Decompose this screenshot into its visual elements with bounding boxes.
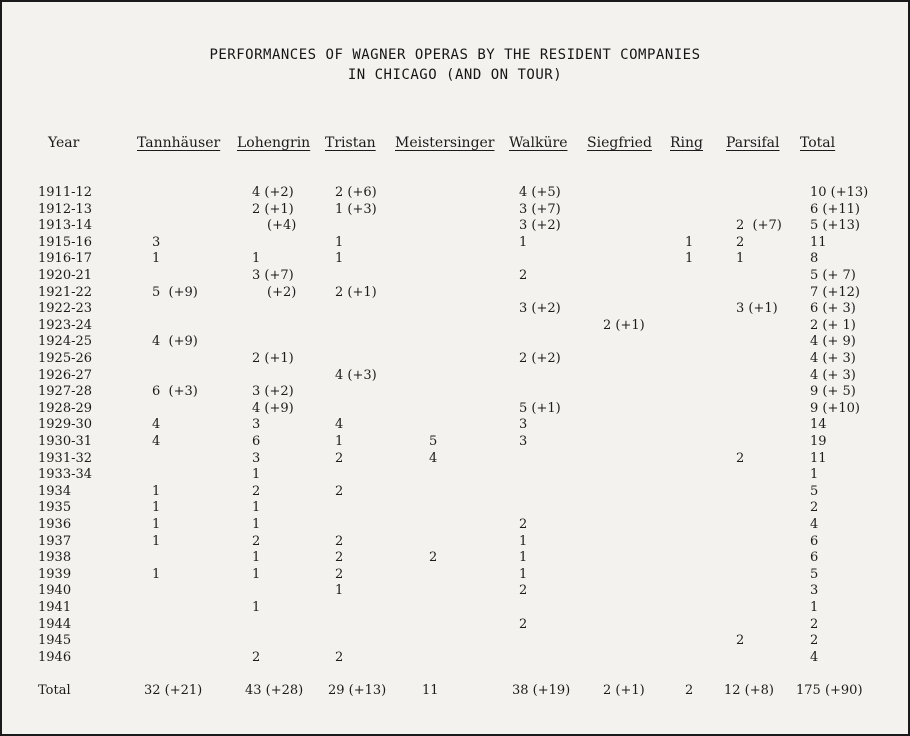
cell-total: 4 (+ 9)	[810, 334, 856, 350]
cell-lohengrin: 3	[252, 450, 261, 466]
cell-parsifal: 2 (+7)	[736, 218, 782, 234]
cell-walkure: 1	[519, 566, 528, 582]
cell-lohengrin: 3	[252, 417, 261, 433]
row-year: 1913-14	[38, 218, 93, 234]
cell-walkure: 2 (+2)	[519, 351, 561, 366]
cell-tannhauser: 3	[152, 234, 161, 250]
cell-tristan: 1 (+3)	[335, 201, 377, 217]
cell-lohengrin: 4 (+9)	[252, 400, 294, 416]
column-header-walkure: Walküre	[509, 135, 568, 151]
row-year: 1923-24	[38, 317, 93, 333]
cell-tannhauser: 1	[152, 500, 161, 516]
cell-total: 5	[810, 483, 819, 499]
cell-tristan: 1	[335, 251, 344, 267]
total-ring: 2	[685, 683, 694, 698]
cell-parsifal: 2	[736, 450, 745, 466]
cell-lohengrin: (+4)	[267, 218, 297, 234]
cell-walkure: 4 (+5)	[519, 185, 561, 200]
cell-lohengrin: 2	[252, 483, 261, 499]
cell-walkure: 2	[519, 616, 528, 632]
document-title-line1: PERFORMANCES OF WAGNER OPERAS BY THE RESIDENT COMPANIES	[209, 47, 701, 63]
cell-lohengrin: 2	[252, 649, 261, 665]
cell-walkure: 3 (+2)	[519, 218, 561, 234]
cell-total: 19	[810, 434, 827, 449]
cell-tannhauser: 4	[152, 434, 161, 449]
total-tristan: 29 (+13)	[328, 683, 387, 698]
cell-parsifal: 1	[736, 251, 745, 267]
total-meistersinger: 11	[422, 683, 439, 698]
row-year: 1912-13	[38, 201, 93, 217]
cell-meistersinger: 2	[429, 550, 438, 566]
cell-meistersinger: 4	[429, 450, 438, 466]
total-siegfried: 2 (+1)	[603, 683, 645, 698]
cell-lohengrin: (+2)	[267, 284, 297, 300]
row-year: 1935	[38, 500, 72, 516]
cell-parsifal: 2	[736, 234, 745, 250]
cell-lohengrin: 6	[252, 434, 261, 449]
cell-tannhauser: 6 (+3)	[152, 384, 198, 400]
cell-lohengrin: 1	[252, 600, 261, 615]
cell-lohengrin: 1	[252, 550, 261, 566]
cell-total: 11	[810, 234, 827, 250]
cell-total: 4	[810, 517, 819, 532]
cell-lohengrin: 2	[252, 533, 261, 549]
cell-total: 2	[810, 616, 819, 632]
cell-walkure: 1	[519, 533, 528, 549]
cell-walkure: 3	[519, 434, 528, 449]
column-header-meistersinger: Meistersinger	[395, 135, 495, 151]
cell-total: 6	[810, 550, 819, 566]
cell-tannhauser: 1	[152, 566, 161, 582]
cell-tannhauser: 1	[152, 517, 161, 532]
cell-total: 10 (+13)	[810, 185, 869, 200]
column-header-tannhauser: Tannhäuser	[137, 135, 221, 151]
cell-walkure: 1	[519, 234, 528, 250]
cell-lohengrin: 3 (+7)	[252, 268, 294, 283]
cell-total: 7 (+12)	[810, 284, 860, 300]
cell-ring: 1	[685, 251, 694, 267]
cell-total: 8	[810, 251, 819, 267]
row-year: 1934	[38, 483, 72, 499]
cell-total: 11	[810, 450, 827, 466]
cell-tannhauser: 1	[152, 533, 161, 549]
cell-parsifal: 2	[736, 633, 745, 649]
cell-walkure: 1	[519, 550, 528, 566]
row-year: 1939	[38, 566, 72, 582]
row-year: 1941	[38, 600, 72, 615]
cell-total: 6 (+ 3)	[810, 301, 856, 317]
cell-tristan: 1	[335, 234, 344, 250]
cell-walkure: 3 (+2)	[519, 301, 561, 317]
cell-walkure: 2	[519, 268, 528, 283]
total-label: Total	[38, 683, 71, 698]
total-total: 175 (+90)	[796, 683, 863, 698]
cell-total: 5	[810, 566, 819, 582]
total-lohengrin: 43 (+28)	[245, 683, 304, 698]
cell-tristan: 4	[335, 417, 344, 433]
cell-lohengrin: 1	[252, 517, 261, 532]
row-year: 1938	[38, 550, 72, 566]
row-year: 1945	[38, 633, 72, 649]
row-year: 1930-31	[38, 434, 93, 449]
cell-total: 3	[810, 583, 819, 599]
cell-tristan: 1	[335, 583, 344, 599]
row-year: 1924-25	[38, 334, 93, 350]
column-header-siegfried: Siegfried	[587, 135, 652, 151]
row-year: 1937	[38, 533, 72, 549]
column-header-parsifal: Parsifal	[726, 135, 780, 151]
column-header-tristan: Tristan	[325, 135, 376, 151]
cell-tristan: 2	[335, 566, 344, 582]
row-year: 1940	[38, 583, 72, 599]
cell-tristan: 2 (+6)	[335, 185, 377, 200]
row-year: 1927-28	[38, 384, 93, 400]
cell-tristan: 2 (+1)	[335, 284, 377, 300]
row-year: 1926-27	[38, 367, 93, 383]
cell-total: 5 (+ 7)	[810, 268, 856, 283]
cell-total: 1	[810, 467, 819, 483]
row-year: 1933-34	[38, 467, 93, 483]
row-year: 1920-21	[38, 268, 93, 283]
column-header-ring: Ring	[670, 135, 703, 151]
cell-total: 2	[810, 633, 819, 649]
row-year: 1928-29	[38, 400, 93, 416]
cell-lohengrin: 4 (+2)	[252, 185, 294, 200]
cell-total: 9 (+ 5)	[810, 384, 856, 400]
cell-meistersinger: 5	[429, 434, 438, 449]
total-parsifal: 12 (+8)	[724, 683, 774, 698]
cell-walkure: 3	[519, 417, 528, 433]
cell-tristan: 2	[335, 533, 344, 549]
row-year: 1925-26	[38, 351, 93, 366]
cell-tristan: 2	[335, 550, 344, 566]
row-year: 1936	[38, 517, 72, 532]
cell-walkure: 2	[519, 583, 528, 599]
cell-tristan: 2	[335, 649, 344, 665]
cell-siegfried: 2 (+1)	[603, 317, 645, 333]
row-year: 1946	[38, 649, 72, 665]
cell-ring: 1	[685, 234, 694, 250]
cell-lohengrin: 3 (+2)	[252, 384, 294, 400]
cell-lohengrin: 1	[252, 251, 261, 267]
cell-lohengrin: 1	[252, 500, 261, 516]
row-year: 1929-30	[38, 417, 93, 433]
cell-tristan: 2	[335, 483, 344, 499]
row-year: 1921-22	[38, 284, 93, 300]
total-walkure: 38 (+19)	[512, 683, 571, 698]
row-year: 1916-17	[38, 251, 93, 267]
cell-lohengrin: 2 (+1)	[252, 201, 294, 217]
cell-total: 4 (+ 3)	[810, 351, 856, 366]
cell-total: 5 (+13)	[810, 218, 860, 234]
cell-total: 14	[810, 417, 827, 433]
cell-walkure: 3 (+7)	[519, 201, 561, 217]
cell-total: 2 (+ 1)	[810, 317, 856, 333]
cell-tannhauser: 1	[152, 251, 161, 267]
cell-walkure: 2	[519, 517, 528, 532]
cell-total: 4 (+ 3)	[810, 367, 856, 383]
row-year: 1922-23	[38, 301, 93, 317]
row-year: 1915-16	[38, 234, 93, 250]
cell-parsifal: 3 (+1)	[736, 301, 778, 317]
cell-tannhauser: 4	[152, 417, 161, 433]
row-year: 1911-12	[38, 185, 93, 200]
cell-lohengrin: 1	[252, 566, 261, 582]
cell-tannhauser: 5 (+9)	[152, 284, 198, 300]
cell-total: 1	[810, 600, 819, 615]
cell-walkure: 5 (+1)	[519, 400, 561, 416]
cell-total: 4	[810, 649, 819, 665]
total-tannhauser: 32 (+21)	[144, 683, 203, 698]
row-year: 1944	[38, 616, 72, 632]
cell-lohengrin: 1	[252, 467, 261, 483]
column-header-total: Total	[800, 135, 836, 151]
cell-tristan: 4 (+3)	[335, 367, 377, 383]
cell-total: 9 (+10)	[810, 400, 860, 416]
cell-total: 2	[810, 500, 819, 516]
row-year: 1931-32	[38, 450, 93, 466]
column-header-lohengrin: Lohengrin	[237, 135, 311, 151]
cell-total: 6	[810, 533, 819, 549]
cell-tannhauser: 4 (+9)	[152, 334, 198, 350]
cell-tannhauser: 1	[152, 483, 161, 499]
cell-lohengrin: 2 (+1)	[252, 351, 294, 366]
document-title-line2: IN CHICAGO (AND ON TOUR)	[347, 67, 563, 83]
cell-tristan: 1	[335, 434, 344, 449]
column-header-year: Year	[48, 135, 80, 151]
cell-tristan: 2	[335, 450, 344, 466]
cell-total: 6 (+11)	[810, 201, 860, 217]
